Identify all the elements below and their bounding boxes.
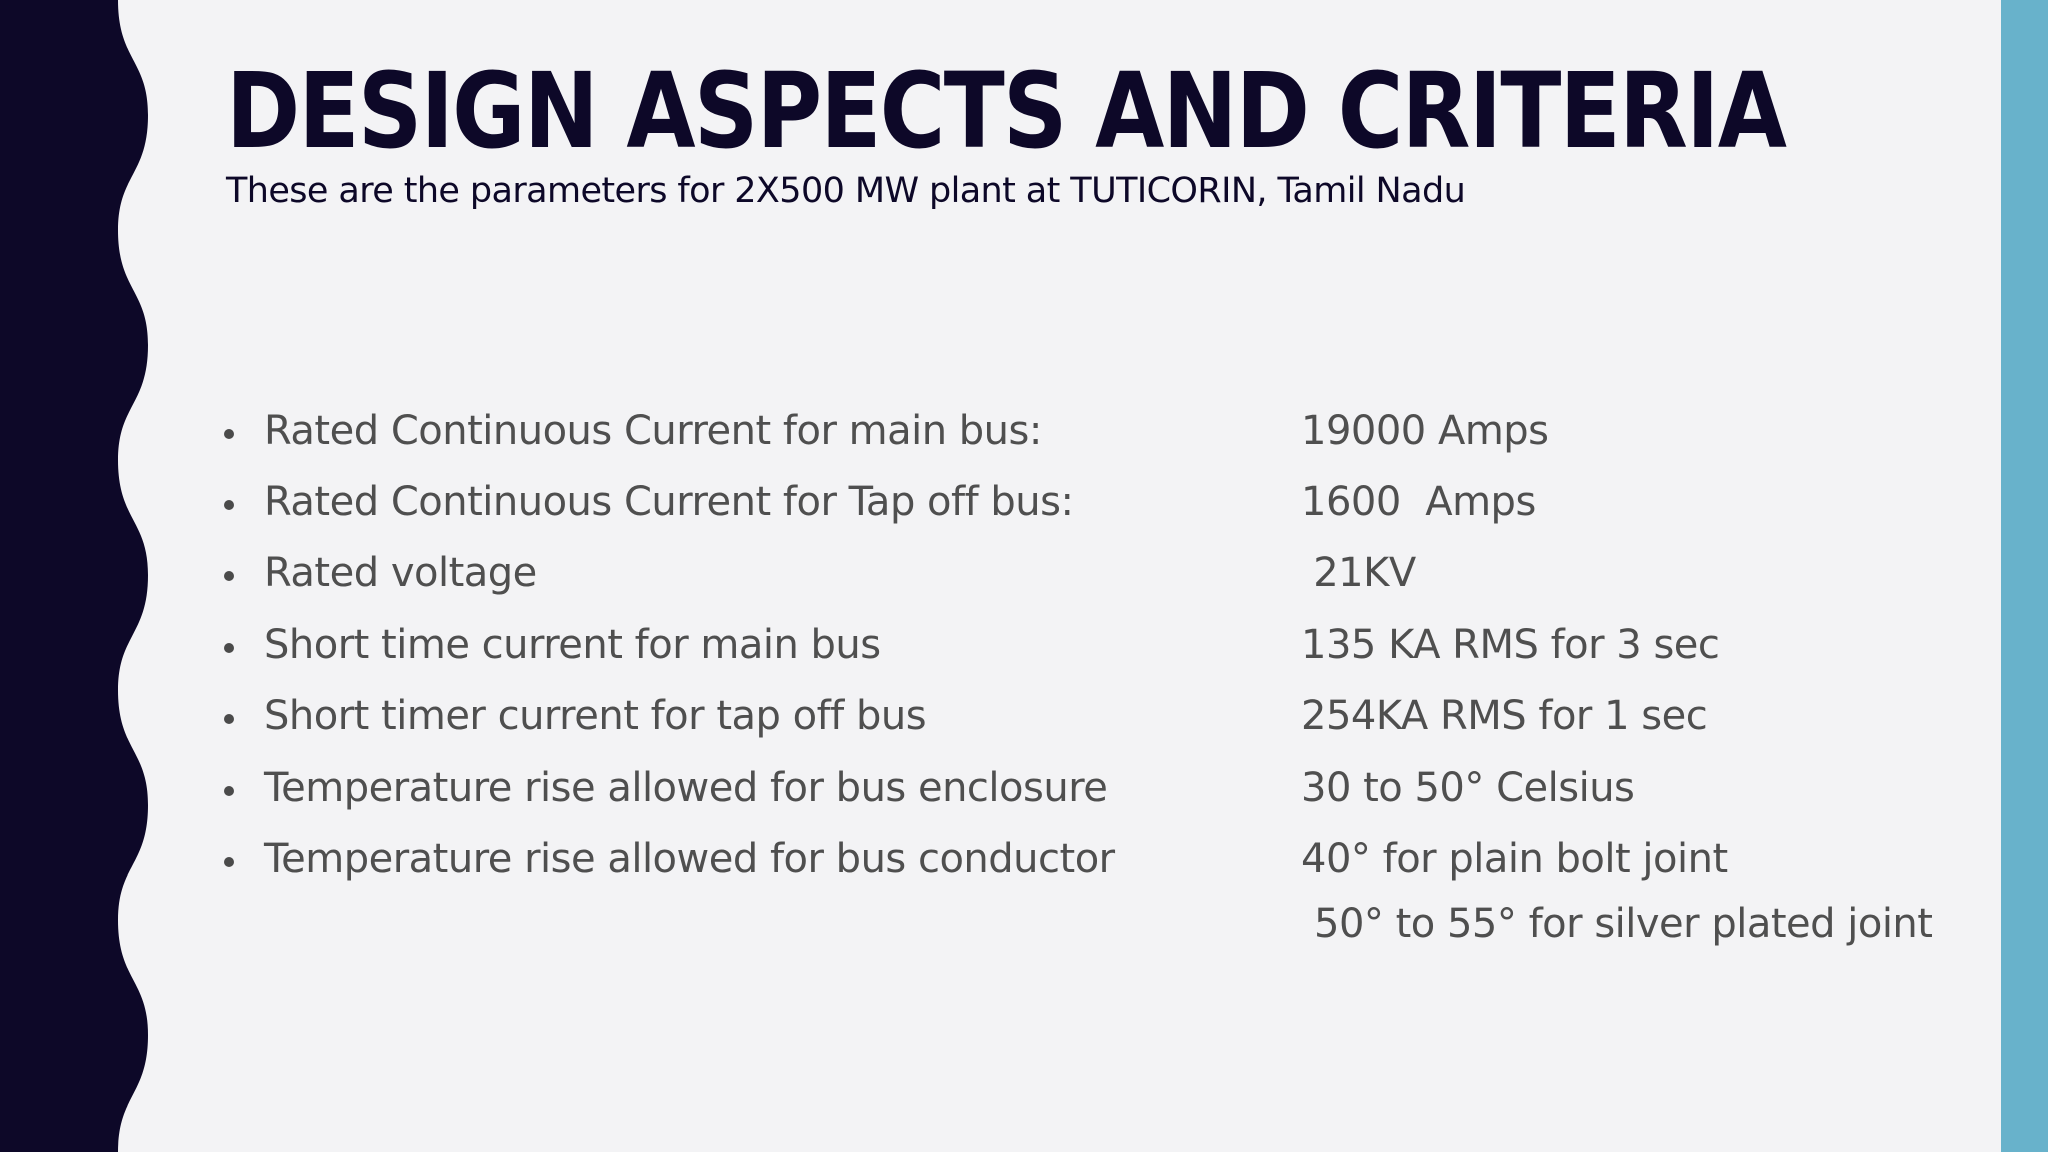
slide-subtitle: These are the parameters for 2X500 MW plant at TUTICORIN, Tamil Nadu [226, 171, 1466, 211]
parameter-label: Rated Continuous Current for main bus: [264, 408, 1042, 454]
parameter-value-continuation: 50° to 55° for silver plated joint [1314, 901, 1933, 947]
parameter-value: 1600 Amps [1301, 479, 1536, 525]
bullet-icon [224, 857, 234, 867]
parameter-label: Short time current for main bus [264, 622, 881, 668]
parameter-row [0, 836, 2000, 907]
parameter-value: 40° for plain bolt joint [1301, 836, 1728, 882]
parameter-row [0, 693, 2000, 764]
parameter-row [0, 550, 2000, 621]
bullet-icon [224, 429, 234, 439]
bullet-icon [224, 786, 234, 796]
bullet-icon [224, 714, 234, 724]
parameter-value: 21KV [1301, 550, 1416, 596]
parameter-value: 19000 Amps [1301, 408, 1549, 454]
parameter-label: Short timer current for tap off bus [264, 693, 927, 739]
parameter-row [0, 765, 2000, 836]
bullet-icon [224, 571, 234, 581]
parameter-row [0, 479, 2000, 550]
right-accent-bar [2001, 0, 2048, 1152]
parameter-value: 30 to 50° Celsius [1301, 765, 1635, 811]
parameter-row [0, 622, 2000, 693]
parameter-label: Temperature rise allowed for bus conductor [264, 836, 1115, 882]
parameter-value: 135 KA RMS for 3 sec [1301, 622, 1720, 668]
parameter-label: Rated Continuous Current for Tap off bus: [264, 479, 1074, 525]
parameter-value: 254KA RMS for 1 sec [1301, 693, 1708, 739]
slide-title: DESIGN ASPECTS AND CRITERIA [226, 50, 1786, 172]
bullet-icon [224, 643, 234, 653]
parameter-label: Rated voltage [264, 550, 537, 596]
bullet-icon [224, 500, 234, 510]
parameter-label: Temperature rise allowed for bus enclosure [264, 765, 1108, 811]
parameter-row [0, 408, 2000, 479]
